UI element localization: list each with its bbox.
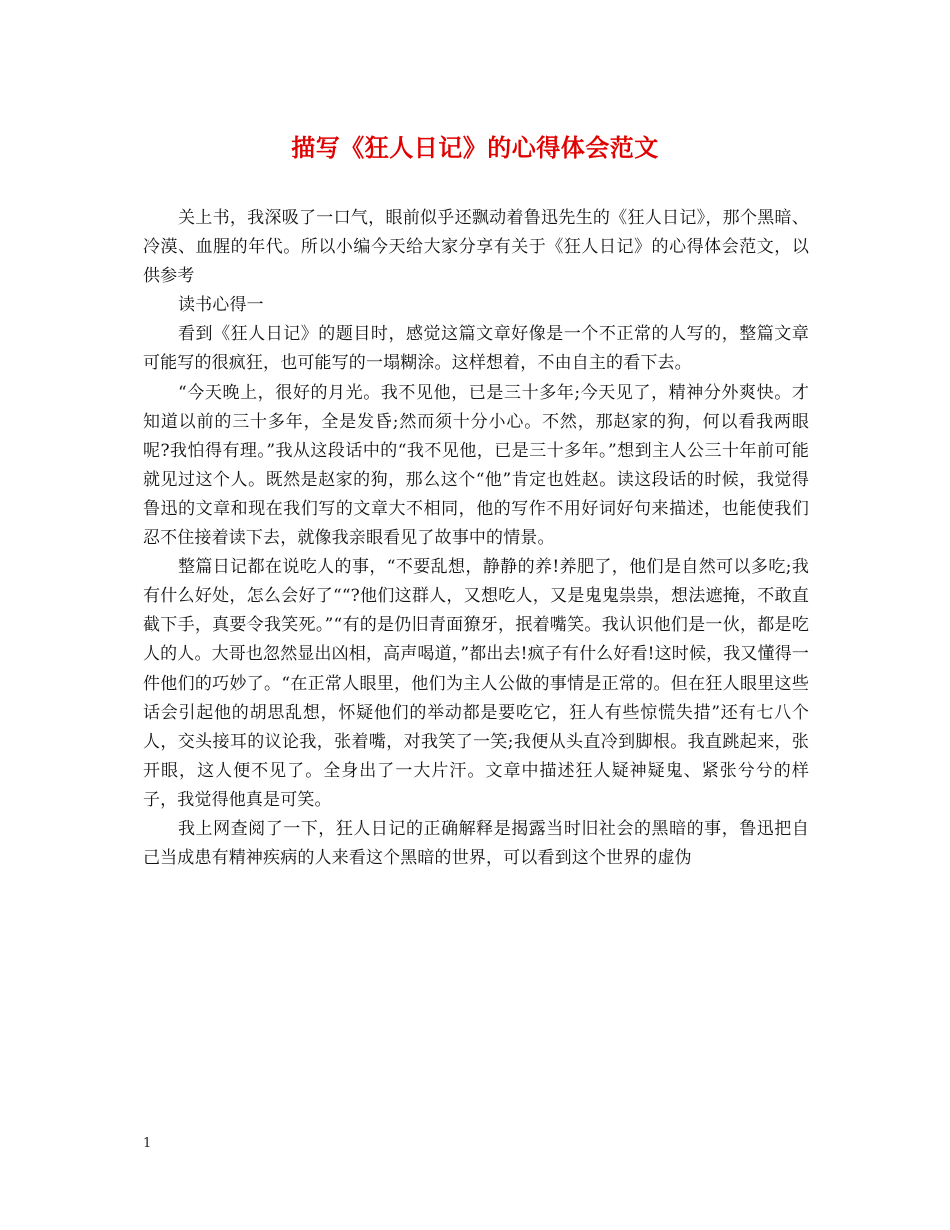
section-heading: 读书心得一 [178,295,264,316]
body-paragraph: 看到《狂人日记》的题目时，感觉这篇文章好像是一个不正常的人写的，整篇文章可能写的很疯狂，也可能写的一塌糊涂。这样想着，不由自主的看下去。 [143,324,809,374]
intro-paragraph: 关上书，我深吸了一口气，眼前似乎还飘动着鲁迅先生的《狂人日记》，那个黑暗、冷漠、血腥的年代。所以小编今天给大家分享有关于《狂人日记》的心得体会范文，以供参考 [143,208,809,287]
body-paragraph: 整篇日记都在说吃人的事，“不要乱想，静静的养!养肥了，他们是自然可以多吃;我有什么好处，怎么会好了““?他们这群人，又想吃人，又是鬼鬼祟祟，想法遮掩，不敢直截下手，真要令我笑死。”“有的是仍旧青面獠牙，抿着嘴笑。我认识他们是一伙，都是吃人的人。大哥也忽然显出凶相，高声喝道，”都出去!疯子有什么好看!这时候，我又懂得一件他们的巧妙了。“在正常人眼里，他们为主人公做的事情是正常的。但在狂人眼里这些话会引起他的胡思乱想，怀疑他们的举动都是要吃它，狂人有些惊慌失措”还有七八个人，交头接耳的议论我，张着嘴，对我笑了一笑;我便从头直冷到脚根。我直跳起来，张开眼，这人便不见了。全身出了一大片汗。文章中描述狂人疑神疑鬼、紧张兮兮的样子，我觉得他真是可笑。 [143,557,810,810]
body-paragraph: “今天晚上，很好的月光。我不见他，已是三十多年;今天见了，精神分外爽快。才知道以前的三十多年，全是发昏;然而须十分小心。不然，那赵家的狗，何以看我两眼呢?我怕得有理。”我从这段话中的“我不见他，已是三十多年。”想到主人公三十年前可能就见过这个人。既然是赵家的狗，那么这个“他”肯定也姓赵。读这段话的时候，我觉得鲁迅的文章和现在我们写的文章大不相同，他的写作不用好词好句来描述，也能使我们忍不住接着读下去，就像我亲眼看见了故事中的情景。 [143,382,809,549]
page-number: 1 [143,1136,152,1151]
body-paragraph: 我上网查阅了一下，狂人日记的正确解释是揭露当时旧社会的黑暗的事，鲁迅把自己当成患有精神疾病的人来看这个黑暗的世界，可以看到这个世界的虚伪 [143,818,809,869]
document-title: 描写《狂人日记》的心得体会范文 [291,133,659,162]
document-body [143,204,809,873]
